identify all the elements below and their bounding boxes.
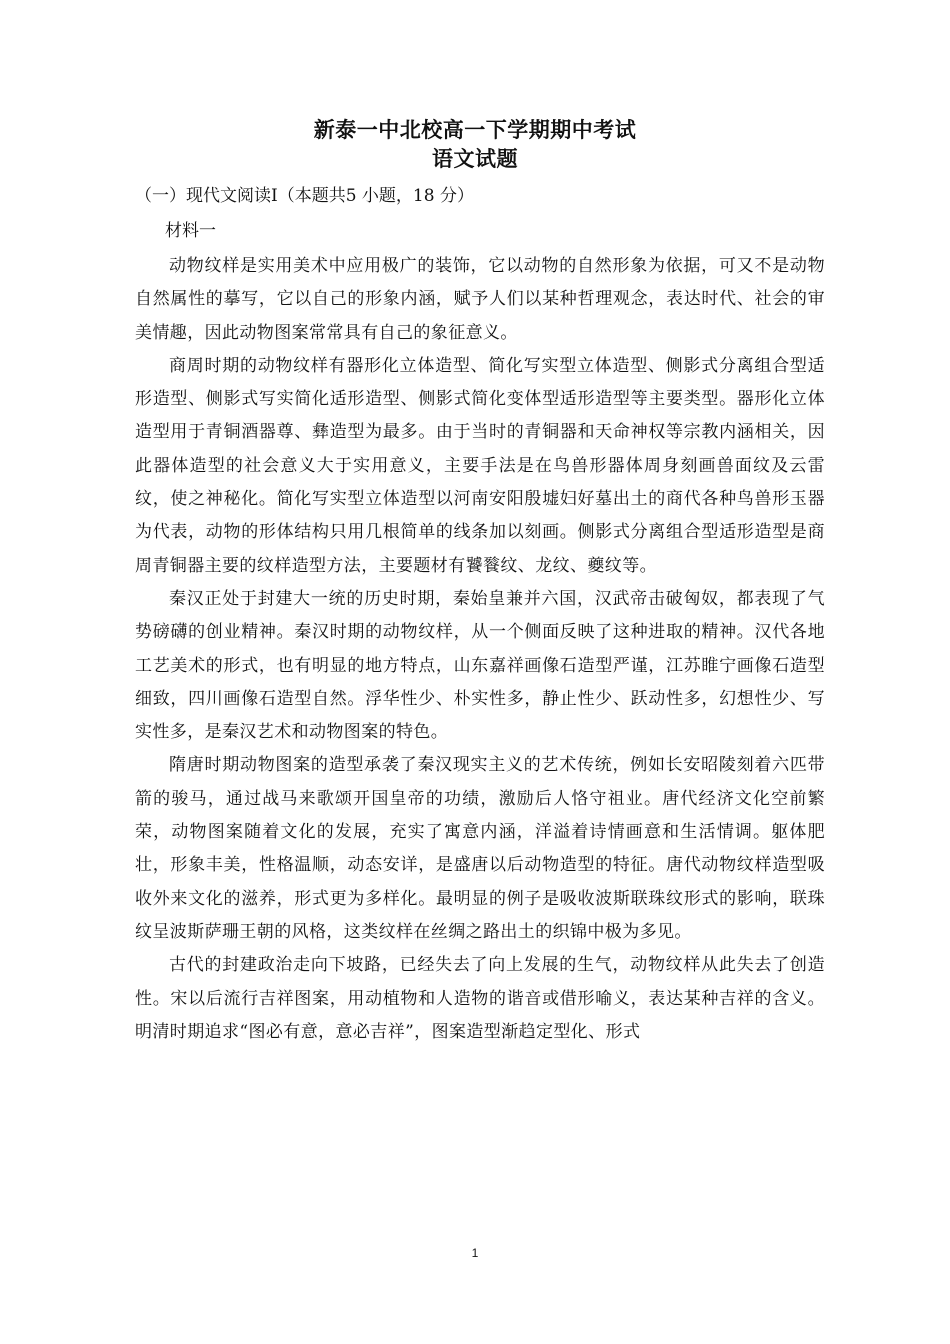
- paragraph-2: 商周时期的动物纹样有器形化立体造型、简化写实型立体造型、侧影式分离组合型适形造型、侧影式写实简化适形造型、侧影式简化变体型适形造型等主要类型。器形化立体造型用于青铜酒器尊、彝造型为最多。由于当时的青铜器和天命神权等宗教内涵相关，因此器体造型的社会意义大于实用意义，主要手法是在鸟兽形器体周身刻画兽面纹及云雷纹，使之神秘化。简化写实型立体造型以河南安阳殷墟妇好墓出土的商代各种鸟兽形玉器为代表，动物的形体结构只用几根简单的线条加以刻画。侧影式分离组合型适形造型是商周青铜器主要的纹样造型方法，主要题材有饕餮纹、龙纹、夔纹等。: [135, 355, 825, 576]
- paragraph-1: 动物纹样是实用美术中应用极广的装饰，它以动物的自然形象为依据，可又不是动物自然属性的摹写，它以自己的形象内涵，赋予人们以某种哲理观念，表达时代、社会的审美情趣，因此动物图案常常具有自己的象征意义。: [135, 256, 825, 343]
- section-heading: （一）现代文阅读Ⅰ（本题共5 小题，18 分）: [135, 186, 474, 206]
- passage-body: [135, 250, 825, 1049]
- paragraph-5: 古代的封建政治走向下坡路，已经失去了向上发展的生气，动物纹样从此失去了创造性。宋以后流行吉祥图案，用动植物和人造物的谐音或借形喻义，表达某种吉祥的含义。明清时期追求“图必有意，意必吉祥”，图案造型渐趋定型化、形式: [135, 955, 825, 1042]
- paragraph-4: 隋唐时期动物图案的造型承袭了秦汉现实主义的艺术传统，例如长安昭陵刻着六匹带箭的骏马，通过战马来歌颂开国皇帝的功绩，激励后人恪守祖业。唐代经济文化空前繁荣，动物图案随着文化的发展，充实了寓意内涵，洋溢着诗情画意和生活情调。躯体肥壮，形象丰美，性格温顺，动态安详，是盛唐以后动物造型的特征。唐代动物纹样造型吸收外来文化的滋养，形式更为多样化。最明显的例子是吸收波斯联珠纹形式的影响，联珠纹呈波斯萨珊王朝的风格，这类纹样在丝绸之路出土的织锦中极为多见。: [135, 755, 825, 942]
- page-number: 1: [471, 1246, 479, 1260]
- material-label: 材料一: [165, 221, 216, 241]
- paragraph-3: 秦汉正处于封建大一统的历史时期，秦始皇兼并六国，汉武帝击破匈奴，都表现了气势磅礴的创业精神。秦汉时期的动物纹样，从一个侧面反映了这种进取的精神。汉代各地工艺美术的形式，也有明显的地方特点，山东嘉祥画像石造型严谨，江苏睢宁画像石造型细致，四川画像石造型自然。浮华性少、朴实性多，静止性少、跃动性多，幻想性少、写实性多，是秦汉艺术和动物图案的特色。: [135, 588, 825, 743]
- exam-title: 新泰一中北校高一下学期期中考试: [313, 117, 637, 142]
- subject-title: 语文试题: [432, 146, 518, 171]
